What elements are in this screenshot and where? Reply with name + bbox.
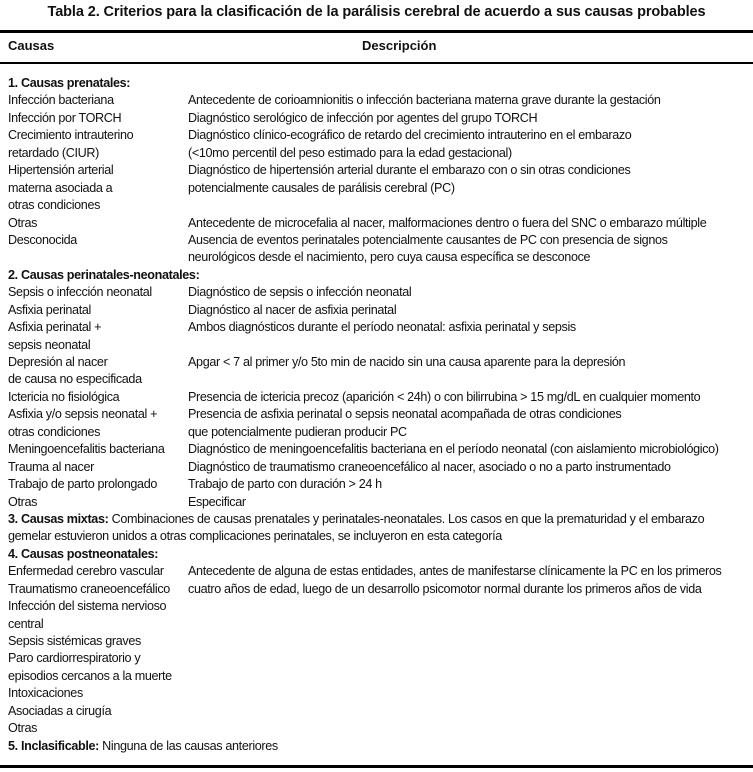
description-line: [188, 668, 753, 685]
section-heading: 1. Causas prenatales:: [8, 76, 131, 90]
description-line: Antecedente de alguna de estas entidades, antes de manifestarse clínicamente la PC en los primeros: [188, 564, 722, 579]
description-cell: [188, 302, 753, 319]
cause-cell: [0, 406, 188, 441]
description-cell: [188, 162, 753, 214]
table-row: [0, 284, 753, 301]
table-row: [0, 92, 753, 109]
description-line: Diagnóstico de hipertensión arterial durante el embarazo con o sin otras condiciones: [188, 163, 631, 178]
cause-cell: [0, 284, 188, 301]
cause-line: Sepsis sistémicas graves: [8, 634, 141, 648]
cause-line: sepsis neonatal: [8, 337, 91, 352]
description-cell: [188, 319, 753, 354]
table-row: [0, 476, 753, 493]
cause-line: Asfixia perinatal: [8, 302, 91, 317]
cause-line: Asfixia perinatal +: [8, 320, 102, 335]
description-cell: [188, 215, 753, 232]
cause-cell: [0, 494, 188, 511]
description-line: Apgar < 7 al primer y/o 5to min de nacido sin una causa aparente para la depresión: [188, 355, 626, 369]
table-row: [0, 110, 753, 127]
description-cell: [188, 92, 753, 109]
description-cell: [188, 494, 753, 511]
cause-line: Traumatismo craneoencefálico: [8, 581, 170, 596]
cause-line: episodios cercanos a la muerte: [8, 668, 172, 683]
table-row: [0, 441, 753, 458]
description-line: Especificar: [188, 494, 246, 509]
description-cell: [188, 406, 753, 441]
cause-line: Depresión al nacer: [8, 355, 108, 369]
description-line: [188, 720, 753, 737]
section-heading: 4. Causas postneonatales:: [8, 546, 159, 561]
column-header-causas: Causas: [8, 38, 55, 53]
cause-line: [8, 249, 188, 266]
description-cell: [188, 389, 753, 406]
section-heading: [0, 738, 753, 755]
table-row: [0, 232, 753, 267]
section-text-line: gemelar estuvieron unidos a otras complicaciones perinatales, se incluyeron en esta categoría: [8, 529, 502, 544]
description-line: Presencia de asfixia perinatal o sepsis neonatal acompañada de otras condiciones: [188, 407, 622, 422]
cause-line: Trauma al nacer: [8, 459, 94, 474]
cause-line: Asociadas a cirugía: [8, 703, 112, 718]
cause-cell: [0, 232, 188, 267]
cause-line: Otras: [8, 721, 38, 736]
description-line: Ambos diagnósticos durante el período neonatal: asfixia perinatal y sepsis: [188, 320, 576, 335]
cause-line: Ictericia no fisiológica: [8, 389, 120, 404]
description-line: [188, 197, 753, 214]
cause-line: Sepsis o infección neonatal: [8, 285, 152, 300]
description-line: [188, 650, 753, 667]
cause-line: Enfermedad cerebro vascular: [8, 564, 164, 579]
description-line: neurológicos desde el nacimiento, pero cuya causa específica se desconoce: [188, 250, 591, 265]
description-line: Diagnóstico de sepsis o infección neonatal: [188, 285, 412, 300]
description-cell: [188, 476, 753, 493]
description-line: Antecedente de microcefalia al nacer, malformaciones dentro o fuera del SNC o embarazo múltiple: [188, 215, 707, 230]
header-rule: [0, 62, 753, 64]
description-line: [188, 598, 753, 615]
cause-line: retardado (CIUR): [8, 145, 99, 160]
cause-line: Crecimiento intrauterino: [8, 128, 134, 143]
cause-line: Intoxicaciones: [8, 686, 83, 701]
cause-cell: [0, 389, 188, 406]
description-cell: [188, 459, 753, 476]
cause-line: central: [8, 616, 44, 631]
cause-line: Paro cardiorrespiratorio y: [8, 651, 141, 666]
section-heading: 2. Causas perinatales-neonatales:: [8, 267, 200, 282]
table-row: [0, 354, 753, 389]
description-line: Diagnóstico serológico de infección por agentes del grupo TORCH: [188, 110, 538, 125]
cause-cell: [0, 127, 188, 162]
cause-cell: [0, 302, 188, 319]
section-heading-label: 5. Inclasificable:: [8, 738, 99, 753]
description-cell: [188, 284, 753, 301]
cause-line: Otras: [8, 215, 38, 230]
description-line: potencialmente causales de parálisis cerebral (PC): [188, 180, 455, 195]
cause-line: otras condiciones: [8, 198, 101, 213]
table-row: [0, 406, 753, 441]
table-row: [0, 563, 753, 737]
description-line: Presencia de ictericia precoz (aparición < 24h) o con bilirrubina > 15 mg/dL en cualquier momento: [188, 389, 701, 404]
description-line: (<10mo percentil del peso estimado para la edad gestacional): [188, 145, 512, 160]
cause-line: de causa no especificada: [8, 372, 142, 387]
cause-line: Hipertensión arterial: [8, 163, 114, 178]
top-rule: [0, 30, 753, 33]
cause-line: Asfixia y/o sepsis neonatal +: [8, 407, 158, 422]
description-line: Trabajo de parto con duración > 24 h: [188, 477, 382, 492]
description-cell: [188, 110, 753, 127]
description-line: [188, 371, 753, 388]
description-cell: [188, 232, 753, 267]
section-heading-label: 3. Causas mixtas:: [8, 511, 109, 526]
cause-cell: [0, 110, 188, 127]
section-description: Ninguna de las causas anteriores: [102, 738, 278, 753]
description-cell: [188, 563, 753, 737]
cause-cell: [0, 441, 188, 458]
description-cell: [188, 354, 753, 389]
table-row: [0, 459, 753, 476]
cause-cell: [0, 162, 188, 214]
cause-line: Desconocida: [8, 232, 77, 247]
cause-cell: [0, 92, 188, 109]
description-line: [188, 337, 753, 354]
description-line: Diagnóstico de traumatismo craneoencefálico al nacer, asociado o no a parto instrumentado: [188, 459, 671, 474]
description-line: Diagnóstico clínico-ecográfico de retardo del crecimiento intrauterino en el embarazo: [188, 128, 632, 143]
table-row: [0, 494, 753, 511]
table-body: [0, 75, 753, 755]
description-line: cuatro años de edad, luego de un desarrollo psicomotor normal durante los primeros años de vida: [188, 581, 702, 596]
description-cell: [188, 127, 753, 162]
description-line: [188, 703, 753, 720]
cause-line: Infección por TORCH: [8, 110, 122, 125]
cause-cell: [0, 476, 188, 493]
section-description: Combinaciones de causas prenatales y perinatales-neonatales. Los casos en que la prematuridad y el embarazo: [111, 511, 705, 526]
description-line: Ausencia de eventos perinatales potencialmente causantes de PC con presencia de signos: [188, 232, 668, 247]
cause-line: materna asociada a: [8, 180, 113, 195]
cause-line: otras condiciones: [8, 424, 101, 439]
description-cell: [188, 441, 753, 458]
table-row: [0, 162, 753, 214]
description-line: que potencialmente pudieran producir PC: [188, 424, 407, 439]
description-line: Antecedente de corioamnionitis o infección bacteriana materna grave durante la gestación: [188, 93, 661, 108]
cause-cell: [0, 354, 188, 389]
cause-cell: [0, 215, 188, 232]
description-line: Diagnóstico de meningoencefalitis bacteriana en el período neonatal (con aislamiento microbiológico): [188, 442, 719, 457]
table-row: [0, 319, 753, 354]
section-heading: [0, 511, 753, 528]
cause-cell: [0, 319, 188, 354]
cause-line: Otras: [8, 494, 38, 509]
column-header-descripcion: Descripción: [362, 38, 437, 53]
description-line: [188, 633, 753, 650]
bottom-rule: [0, 765, 753, 768]
table-row: [0, 215, 753, 232]
cause-line: Infección bacteriana: [8, 93, 114, 108]
table-row: [0, 389, 753, 406]
cause-cell: [0, 459, 188, 476]
cause-cell: [0, 563, 188, 737]
description-line: [188, 616, 753, 633]
table-row: [0, 302, 753, 319]
table-title: Tabla 2. Criterios para la clasificación de la parálisis cerebral de acuerdo a sus causas probables: [47, 4, 706, 20]
cause-line: Meningoencefalitis bacteriana: [8, 442, 165, 457]
cause-line: Trabajo de parto prolongado: [8, 477, 158, 492]
description-line: [188, 685, 753, 702]
cause-line: Infección del sistema nervioso: [8, 599, 167, 614]
table-row: [0, 127, 753, 162]
description-line: Diagnóstico al nacer de asfixia perinatal: [188, 302, 397, 317]
